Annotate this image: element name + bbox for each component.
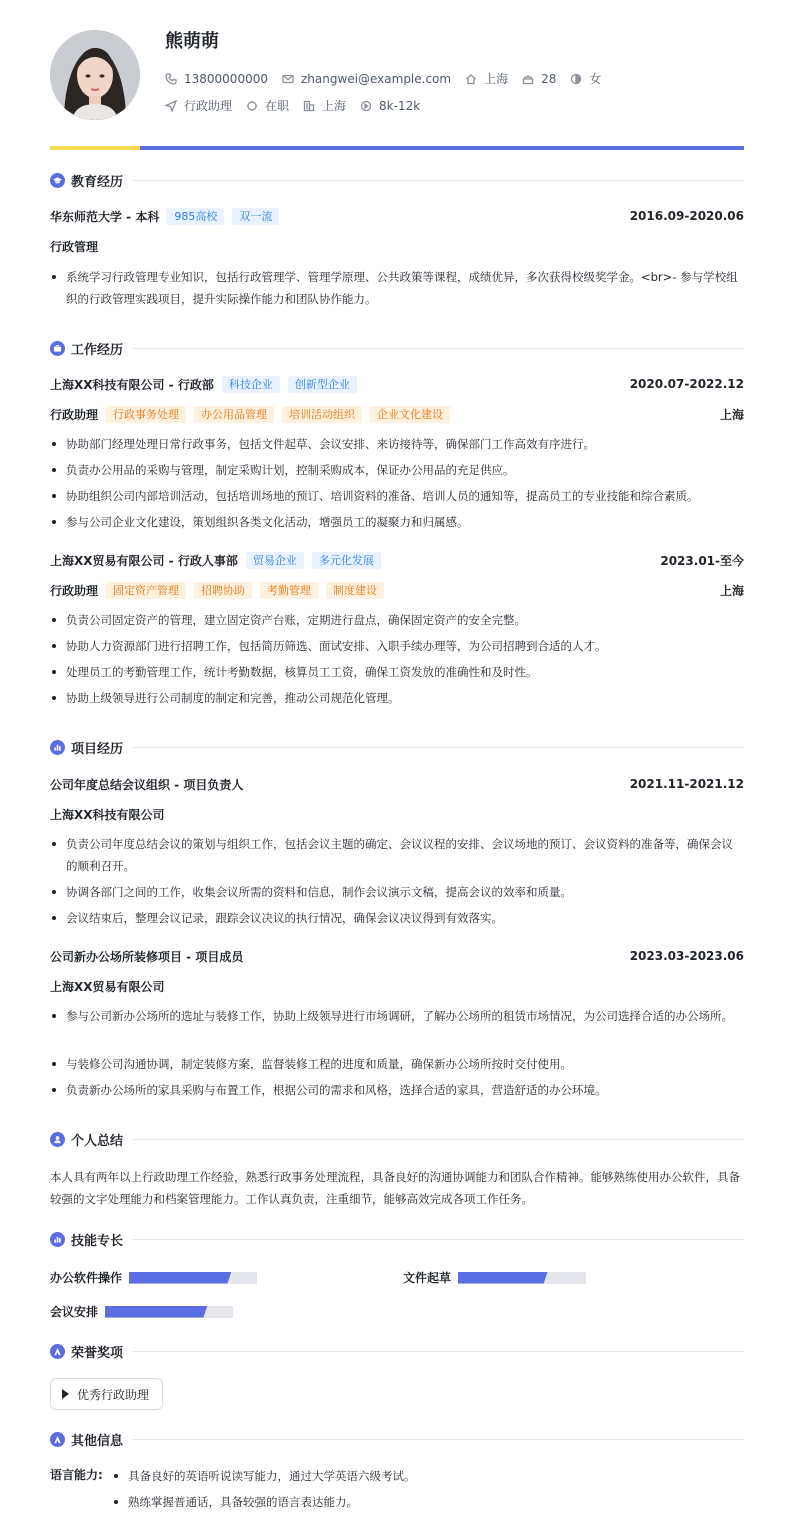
send-icon	[165, 100, 177, 112]
section-divider	[133, 1139, 744, 1140]
project-title: 公司新办公场所装修项目 - 项目成员	[50, 949, 244, 964]
candidate-name: 熊萌萌	[165, 31, 219, 52]
language-item: 熟练掌握普通话，具备较强的语言表达能力。	[112, 1492, 358, 1512]
role-tag: 行政事务处理	[106, 406, 186, 423]
header-divider-accent	[50, 146, 140, 150]
section-awards	[50, 1341, 744, 1361]
skill-name: 会议安排	[50, 1305, 99, 1319]
role-row	[50, 581, 744, 599]
company-tag: 贸易企业	[246, 552, 304, 569]
work-bullet: 协助部门经理处理日常行政事务，包括文件起草、会议安排、来访接待等，确保部门工作高效有序进行。	[50, 433, 744, 455]
section-skills	[50, 1229, 744, 1249]
project-company: 上海XX贸易有限公司	[50, 979, 165, 994]
work-city: 上海	[719, 583, 744, 598]
gender-item	[570, 70, 601, 87]
skill-item	[403, 1269, 586, 1286]
project-header	[50, 775, 744, 793]
section-title-text: 工作经历	[71, 342, 124, 358]
company-tag: 科技企业	[222, 376, 280, 393]
education-header	[50, 207, 744, 225]
section-divider	[133, 747, 744, 748]
status-icon	[246, 100, 258, 112]
section-divider	[133, 1439, 744, 1440]
expected-city-item	[303, 97, 346, 114]
user-icon	[50, 1132, 65, 1147]
skill-bar	[458, 1272, 586, 1284]
company-tag: 创新型企业	[288, 376, 357, 393]
position-item	[165, 97, 232, 114]
city-item	[465, 70, 508, 87]
email-text: zhangwei@example.com	[300, 71, 452, 86]
work-period: 2020.07-2022.12	[629, 377, 744, 391]
company-tag: 多元化发展	[312, 552, 381, 569]
section-work	[50, 338, 744, 358]
age-item	[522, 72, 556, 86]
section-title-text: 技能专长	[71, 1233, 124, 1249]
skill-bar-fill	[458, 1272, 548, 1284]
section-summary	[50, 1129, 744, 1149]
award-text: 优秀行政助理	[77, 1387, 150, 1402]
section-title-text: 教育经历	[71, 174, 124, 190]
summary-text: 本人具有两年以上行政助理工作经验，熟悉行政事务处理流程，具备良好的沟通协调能力和团队合作精神。能够熟练使用办公软件，具备较强的文字处理能力和档案管理能力。工作认真负责，注重细节，能够高效完成各项工作任务。	[50, 1170, 740, 1206]
position-text: 行政助理	[184, 99, 233, 113]
avatar	[50, 30, 140, 120]
role-name: 行政助理	[50, 583, 99, 598]
job-intent-row	[165, 97, 434, 114]
section-title-text: 荣誉奖项	[71, 1345, 124, 1361]
skill-bar-fill	[129, 1272, 231, 1284]
age-text: 28	[541, 71, 557, 86]
project-bullet: 负责公司年度总结会议的策划与组织工作，包括会议主题的确定、会议议程的安排、会议场地的预订、会议资料的准备等，确保会议的顺利召开。	[50, 833, 744, 877]
gender-icon	[570, 73, 582, 85]
project-bullet: 会议结束后，整理会议记录，跟踪会议决议的执行情况，确保会议决议得到有效落实。	[50, 907, 744, 929]
header-divider	[50, 146, 744, 150]
project-period: 2021.11-2021.12	[629, 777, 744, 791]
skill-bar	[105, 1306, 233, 1318]
role-tag: 固定资产管理	[106, 582, 186, 599]
section-title-text: 其他信息	[71, 1433, 124, 1449]
work-bullet: 负责办公用品的采购与管理，制定采购计划，控制采购成本，保证办公用品的充足供应。	[50, 459, 744, 481]
work-period: 2023.01-至今	[660, 553, 744, 568]
work-header	[50, 551, 744, 569]
project-bullet: 参与公司新办公场所的选址与装修工作，协助上级领导进行市场调研，了解办公场所的租赁市场情况，为公司选择合适的办公场所。	[50, 1005, 744, 1027]
section-divider	[133, 180, 744, 181]
skill-item	[50, 1303, 233, 1320]
role-tag: 办公用品管理	[194, 406, 274, 423]
section-projects	[50, 737, 744, 757]
work-bullet: 负责公司固定资产的管理，建立固定资产台账，定期进行盘点，确保固定资产的安全完整。	[50, 609, 744, 631]
section-divider	[133, 348, 744, 349]
briefcase-icon	[50, 341, 65, 356]
company-name: 上海XX贸易有限公司 - 行政人事部	[50, 553, 238, 568]
building-icon	[303, 100, 315, 112]
role-tag: 培训活动组织	[282, 406, 362, 423]
work-bullet: 协助上级领导进行公司制度的制定和完善，推动公司规范化管理。	[50, 687, 744, 709]
skill-item	[50, 1269, 257, 1286]
status-item	[246, 97, 289, 114]
graduation-cap-icon	[50, 173, 65, 188]
education-period: 2016.09-2020.06	[629, 209, 744, 223]
role-tag: 制度建设	[326, 582, 384, 599]
email-item	[282, 72, 451, 86]
major-row	[50, 237, 744, 255]
mail-icon	[282, 73, 294, 85]
phone-item	[165, 72, 268, 86]
phone-icon	[165, 73, 177, 85]
project-bullet: 负责新办公场所的家具采购与布置工作，根据公司的需求和风格，选择合适的家具，营造舒适的办公环境。	[50, 1079, 744, 1101]
play-icon	[62, 1389, 69, 1399]
project-bullet: 协调各部门之间的工作，收集会议所需的资料和信息，制作会议演示文稿，提高会议的效率和质量。	[50, 881, 744, 903]
gender-text: 女	[589, 72, 602, 86]
salary-text: 8k-12k	[379, 98, 421, 113]
school-tag: 985高校	[167, 208, 224, 225]
work-bullet: 协助人力资源部门进行招聘工作，包括简历筛选、面试安排、入职手续办理等，为公司招聘到合适的人才。	[50, 635, 744, 657]
work-bullet: 参与公司企业文化建设，策划组织各类文化活动，增强员工的凝聚力和归属感。	[50, 511, 744, 533]
project-company-row	[50, 977, 744, 995]
phone-text: 13800000000	[184, 71, 268, 86]
coin-icon	[360, 100, 372, 112]
major-name: 行政管理	[50, 239, 99, 254]
role-tag: 考勤管理	[260, 582, 318, 599]
role-row	[50, 405, 744, 423]
project-company: 上海XX科技有限公司	[50, 807, 165, 822]
award-item[interactable]	[50, 1378, 163, 1410]
section-other	[50, 1429, 744, 1449]
project-company-row	[50, 805, 744, 823]
section-education	[50, 170, 744, 190]
section-divider	[133, 1351, 744, 1352]
section-title-text: 个人总结	[71, 1133, 124, 1149]
work-bullet: 处理员工的考勤管理工作，统计考勤数据，核算员工工资，确保工资发放的准确性和及时性。	[50, 661, 744, 683]
role-tag: 企业文化建设	[370, 406, 450, 423]
section-title-text: 项目经历	[71, 741, 124, 757]
salary-item	[360, 99, 420, 113]
company-name: 上海XX科技有限公司 - 行政部	[50, 377, 214, 392]
school-name: 华东师范大学 - 本科	[50, 209, 160, 224]
skill-name: 文件起草	[403, 1271, 452, 1285]
work-header	[50, 375, 744, 393]
skill-name: 办公软件操作	[50, 1271, 123, 1285]
cake-icon	[522, 73, 534, 85]
chart-icon	[50, 1232, 65, 1247]
skill-bar-fill	[105, 1306, 207, 1318]
project-bullet: 与装修公司沟通协调，制定装修方案，监督装修工程的进度和质量，确保新办公场所按时交付使用。	[50, 1053, 744, 1075]
language-item: 具备良好的英语听说读写能力，通过大学英语六级考试。	[112, 1466, 416, 1486]
expected-city-text: 上海	[322, 99, 347, 113]
city-text: 上海	[484, 72, 509, 86]
education-description: 系统学习行政管理专业知识，包括行政管理学、管理学原理、公共政策等课程，成绩优异，多次获得校级奖学金。<br>- 参与学校组织的行政管理实践项目，提升实际操作能力和团队协作能力。	[50, 266, 744, 310]
award-icon	[50, 1432, 65, 1447]
skill-bar	[129, 1272, 257, 1284]
award-icon	[50, 1344, 65, 1359]
home-icon	[465, 73, 477, 85]
work-bullet: 协助组织公司内部培训活动，包括培训场地的预订、培训资料的准备、培训人员的通知等，提高员工的专业技能和综合素质。	[50, 485, 744, 507]
project-title: 公司年度总结会议组织 - 项目负责人	[50, 777, 244, 792]
work-city: 上海	[719, 407, 744, 422]
role-name: 行政助理	[50, 407, 99, 422]
project-header	[50, 947, 744, 965]
profile-header	[50, 30, 744, 130]
role-tag: 招聘协助	[194, 582, 252, 599]
status-text: 在职	[265, 99, 290, 113]
project-period: 2023.03-2023.06	[629, 949, 744, 963]
section-divider	[133, 1239, 744, 1240]
language-label: 语言能力:	[50, 1468, 103, 1482]
chart-icon	[50, 740, 65, 755]
school-tag: 双一流	[232, 208, 279, 225]
contact-row	[165, 70, 615, 87]
